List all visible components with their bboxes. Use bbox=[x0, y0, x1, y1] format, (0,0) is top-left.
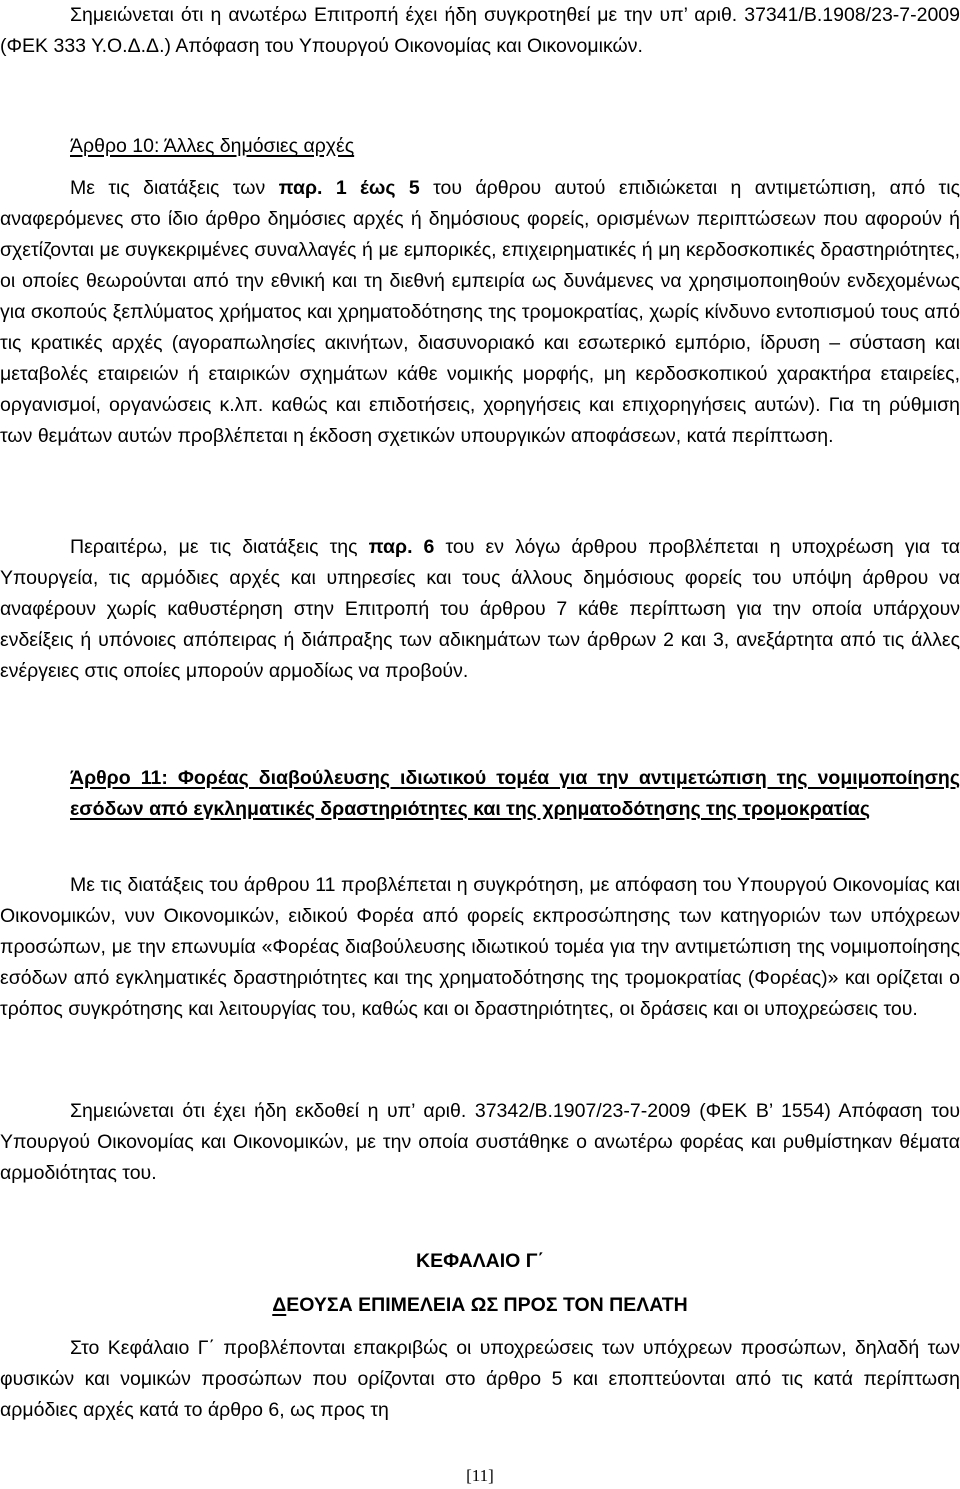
article11-p2: Σημειώνεται ότι έχει ήδη εκδοθεί η υπ’ αριθ. 37342/Β.1907/23-7-2009 (ΦΕΚ Β’ 1554) Απόφαση του Υπουργού Οικονομίας και Οικονομικών, με την οποία συστάθηκε ο ανωτέρω φορέας και ρυθμίστηκαν θέματα αρμοδιότητας του. bbox=[0, 1100, 960, 1184]
chapter-subtitle-rest: ΕΟΥΣΑ ΕΠΙΜΕΛΕΙΑ ΩΣ ΠΡΟΣ ΤΟΝ ΠΕΛΑΤΗ bbox=[286, 1294, 688, 1316]
article10-title bbox=[70, 131, 960, 162]
article10-title-text: Άρθρο 10: Άλλες δημόσιες αρχές bbox=[70, 135, 355, 157]
article10-p2-start: Περαιτέρω, με τις διατάξεις της bbox=[70, 536, 369, 558]
article10-paragraph-2 bbox=[0, 532, 960, 687]
chapter-subtitle bbox=[0, 1290, 960, 1321]
chapter-subtitle-initial: Δ bbox=[272, 1294, 287, 1316]
chapter-paragraph-1 bbox=[0, 1333, 960, 1426]
article10-p2-bold: παρ. 6 bbox=[368, 536, 435, 558]
article10-paragraph-1 bbox=[0, 173, 960, 452]
intro-text: Σημειώνεται ότι η ανωτέρω Επιτροπή έχει ήδη συγκροτηθεί με την υπ’ αριθ. 37341/Β.1908/23-7-2009 (ΦΕΚ 333 Υ.Ο.Δ.Δ.) Απόφαση του Υπουργού Οικονομίας και Οικονομικών. bbox=[0, 4, 960, 57]
article10-p1-start: Με τις διατάξεις των bbox=[70, 177, 279, 199]
article10-p1-bold: παρ. 1 έως 5 bbox=[278, 177, 420, 199]
article11-paragraph-1 bbox=[0, 870, 960, 1025]
article11-title-text: Άρθρο 11: Φορέας διαβούλευσης ιδιωτικού τομέα για την αντιμετώπιση της νομιμοποίησης εσόδων από εγκληματικές δραστηριότητες και της χρηματοδότησης της τρομοκρατίας bbox=[70, 767, 960, 820]
article10-p1-rest: του άρθρου αυτού επιδιώκεται η αντιμετώπιση, από τις αναφερόμενες στο ίδιο άρθρο δημόσιες αρχές ή δημόσιους φορείς, ορισμένων περιπτώσεων που αφορούν ή σχετίζονται με συγκεκριμένες συναλλαγές ή με εμπορικές, επιχειρηματικές ή μη κερδοσκοπικές δραστηριότητες, οι οποίες θεωρούνται από την εθνική και τη διεθνή εμπειρία ως δυνάμενες να χρησιμοποιηθούν ενδεχομένως για σκοπούς ξεπλύματος χρήματος και χρηματοδότησης της τρομοκρατίας, χωρίς κίνδυνο εντοπισμού τους από τις κρατικές αρχές (αγοραπωλησίες ακινήτων, διασυνοριακό και εσωτερικό εμπόριο, ίδρυση – σύσταση και μεταβολές εταιρειών ή εταιρικών σχημάτων κάθε νομικής μορφής, μη κερδοσκοπικού χαρακτήρα εταιρείες, οργανισμοί, οργανώσεις κ.λπ. καθώς και επιδοτήσεις, χορηγήσεις και επιχορηγήσεις αυτών). Για τη ρύθμιση των θεμάτων αυτών προβλέπεται η έκδοση σχετικών υπουργικών αποφάσεων, κατά περίπτωση. bbox=[0, 177, 960, 447]
article10-p2-rest: του εν λόγω άρθρου προβλέπεται η υποχρέωση για τα Υπουργεία, τις αρμόδιες αρχές και υπηρεσίες και τους άλλους δημόσιους φορείς του υπόψη άρθρου να αναφέρουν χωρίς καθυστέρηση στην Επιτροπή του άρθρου 7 κάθε περίπτωση για την οποία υπάρχουν ενδείξεις ή υπόνοιες απόπειρας ή διάπραξης των αδικημάτων των άρθρων 2 και 3, ανεξάρτητα από τις άλλες ενέργειες στις οποίες μπορούν αρμοδίως να προβούν. bbox=[0, 536, 960, 682]
page-number: [11] bbox=[466, 1466, 494, 1485]
chapter-title: ΚΕΦΑΛΑΙΟ Γ΄ bbox=[416, 1250, 544, 1272]
article11-p1: Με τις διατάξεις του άρθρου 11 προβλέπεται η συγκρότηση, με απόφαση του Υπουργού Οικονομίας και Οικονομικών, νυν Οικονομικών, ειδικού Φορέα από φορείς εκπροσώπησης των κατηγοριών των υπόχρεων προσώπων, με την επωνυμία «Φορέας διαβούλευσης ιδιωτικού τομέα για την αντιμετώπιση της νομιμοποίησης εσόδων από εγκληματικές δραστηριότητες και της χρηματοδότησης της τρομοκρατίας (Φορέας)» και ορίζεται ο τρόπος συγκρότησης και λειτουργίας του, καθώς και οι δραστηριότητες, οι δράσεις και οι υποχρεώσεις του. bbox=[0, 874, 960, 1020]
chapter-p1: Στο Κεφάλαιο Γ΄ προβλέπονται επακριβώς οι υποχρεώσεις των υπόχρεων προσώπων, δηλαδή των φυσικών και νομικών προσώπων που ορίζονται στο άρθρο 5 και εποπτεύονται από τις κατά περίπτωση αρμόδιες αρχές κατά το άρθρο 6, ως προς τη bbox=[0, 1337, 960, 1421]
intro-paragraph bbox=[0, 0, 960, 62]
article11-paragraph-2 bbox=[0, 1096, 960, 1189]
article11-title bbox=[70, 763, 960, 825]
